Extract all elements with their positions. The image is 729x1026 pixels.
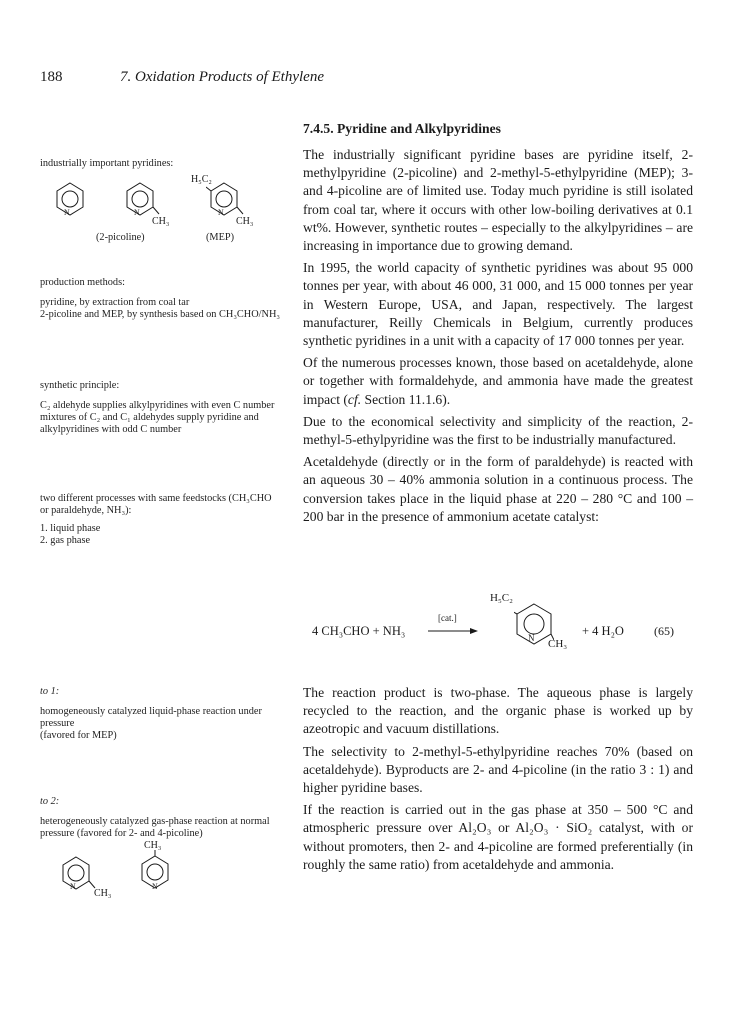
chapter-title: 7. Oxidation Products of Ethylene bbox=[120, 69, 324, 85]
paragraph-4: Due to the economical selectivity and simplicity of the reaction, 2-methyl-5-ethylpyridine was the first to be industrially manufactured. bbox=[303, 413, 693, 448]
paragraph-3 bbox=[303, 354, 693, 409]
production-line-2: 2-picoline and MEP, by synthesis based on CH₃CHO/NH₃ bbox=[40, 309, 280, 320]
to-2-text: heterogeneously catalyzed gas-phase reaction at normal pressure (favored for 2- and 4-picoline) bbox=[40, 816, 270, 839]
sidebar-to-2 bbox=[40, 796, 280, 840]
paragraph-6: The reaction product is two-phase. The aqueous phase is largely recycled to the reaction, and the organic phase is worked up by azeotropic and vacuum distillations. bbox=[303, 685, 693, 737]
paragraph-7: The selectivity to 2-methyl-5-ethylpyridine reaches 70% (based on acetaldehyde). Byproducts are 2- and 4-picoline (in the ratio 3 : 1) and higher pyridine bases. bbox=[303, 743, 693, 796]
sidebar-to-1 bbox=[40, 686, 280, 742]
picoline-ring bbox=[124, 180, 160, 220]
mep-label: (MEP) bbox=[206, 232, 235, 243]
synthetic-principle-text: C₂ aldehyde supplies alkylpyridines with even C number mixtures of C₂ and C₁ aldehydes supply pyridine and alkylpyridines with odd C number bbox=[40, 400, 275, 435]
sidebar-two-processes bbox=[40, 493, 280, 547]
two-processes-title: two different processes with same feedstocks (CH₃CHO or paraldehyde, NH₃): bbox=[40, 493, 272, 516]
main-text-top bbox=[303, 146, 693, 530]
page-number: 188 bbox=[40, 69, 63, 85]
mep-ethyl: H₅C₂ bbox=[191, 174, 212, 185]
paragraph-3-text-a: Of the numerous processes known, those based on acetaldehyde, alone or together with formaldehyde, and ammonia have made the greatest impact ( bbox=[303, 355, 693, 407]
ethyl-substituent: H₅C₂ bbox=[490, 592, 513, 604]
reaction-arrow bbox=[428, 627, 478, 635]
equation-lhs: 4 CH₃CHO + NH₃ bbox=[312, 624, 406, 638]
reaction-equation bbox=[300, 590, 700, 660]
ring-nitrogen: N bbox=[64, 208, 70, 217]
section-title: 7.4.5. Pyridine and Alkylpyridines bbox=[303, 121, 501, 136]
cf-abbrev: cf. bbox=[347, 391, 362, 407]
paragraph-1: The industrially significant pyridine bases are pyridine itself, 2-methylpyridine (2-picoline) and 2-methyl-5-ethylpyridine (MEP); 3- and 4-picoline are of limited use. Today much pyridine is still isolated from coal tar, where it occurs with other low-boiling derivatives at 0.1 wt%. However, synthetic routes – especially to the alkylpyridines – are increasing in importance due to growing demand. bbox=[303, 147, 693, 254]
ring-nitrogen: N bbox=[134, 208, 140, 217]
picoline-label: (2-picoline) bbox=[96, 232, 145, 243]
equation-rhs: + 4 H₂O bbox=[582, 624, 624, 638]
paragraph-2: In 1995, the world capacity of synthetic pyridines was about 95 000 tonnes per year, with about 46 000, 31 000, and 15 000 tonnes per year in Western Europe, USA, and Japan, respectively. The largest manufacturer, Reilly Chemicals in Belgium, currently produces synthetic pyridines in a unit with a capacity of 17 000 tonnes per year. bbox=[303, 260, 693, 349]
4-picoline-methyl: CH₃ bbox=[144, 840, 162, 851]
paragraph-8: If the reaction is carried out in the gas phase at 350 – 500 °C and atmospheric pressure over Al₂O₃ or Al₂O₃ · SiO₂ catalyst, with or without promoters, then 2- and 4-picoline are formed preferentially (in roughly the same ratio) from acetaldehyde and ammonia. bbox=[303, 802, 693, 872]
ring-nitrogen: N bbox=[528, 633, 535, 643]
page-header bbox=[40, 69, 324, 86]
main-text-bottom bbox=[303, 684, 693, 878]
sidebar-pyridines-title: industrially important pyridines: bbox=[40, 158, 174, 169]
production-methods-title: production methods: bbox=[40, 277, 125, 288]
production-line-1: pyridine, by extraction from coal tar bbox=[40, 297, 190, 308]
equation-catalyst: [cat.] bbox=[438, 613, 457, 623]
pyridine-ring bbox=[54, 180, 86, 218]
sidebar-structures bbox=[40, 170, 280, 250]
mep-methyl: CH₃ bbox=[236, 216, 254, 227]
methyl-substituent: CH₃ bbox=[548, 638, 568, 650]
mep-ring bbox=[206, 180, 244, 220]
to-1-text: homogeneously catalyzed liquid-phase reaction under pressure (favored for MEP) bbox=[40, 706, 262, 741]
picoline-structures bbox=[40, 840, 240, 906]
picoline-methyl: CH₃ bbox=[152, 216, 170, 227]
process-item-1: 1. liquid phase bbox=[40, 523, 101, 534]
synthetic-principle-title: synthetic principle: bbox=[40, 380, 120, 391]
paragraph-3-text-b: Section 11.1.6). bbox=[361, 391, 451, 407]
sidebar-synthetic-principle bbox=[40, 380, 280, 436]
2-picoline-methyl: CH₃ bbox=[94, 888, 112, 899]
ring-nitrogen: N bbox=[70, 882, 76, 891]
sidebar-production-methods bbox=[40, 277, 280, 321]
to-2-label: to 2: bbox=[40, 796, 60, 807]
process-item-2: 2. gas phase bbox=[40, 535, 91, 546]
to-1-label: to 1: bbox=[40, 686, 60, 697]
ring-nitrogen: N bbox=[218, 208, 224, 217]
paragraph-5: Acetaldehyde (directly or in the form of paraldehyde) is reacted with an aqueous 30 – 40% ammonia solution in a continuous process. The conversion takes place in the liquid phase at 220 – 280 °C and 100 – 200 bar in the presence of ammonium acetate catalyst: bbox=[303, 454, 693, 524]
ring-nitrogen: N bbox=[152, 882, 158, 891]
equation-number: (65) bbox=[654, 624, 674, 638]
